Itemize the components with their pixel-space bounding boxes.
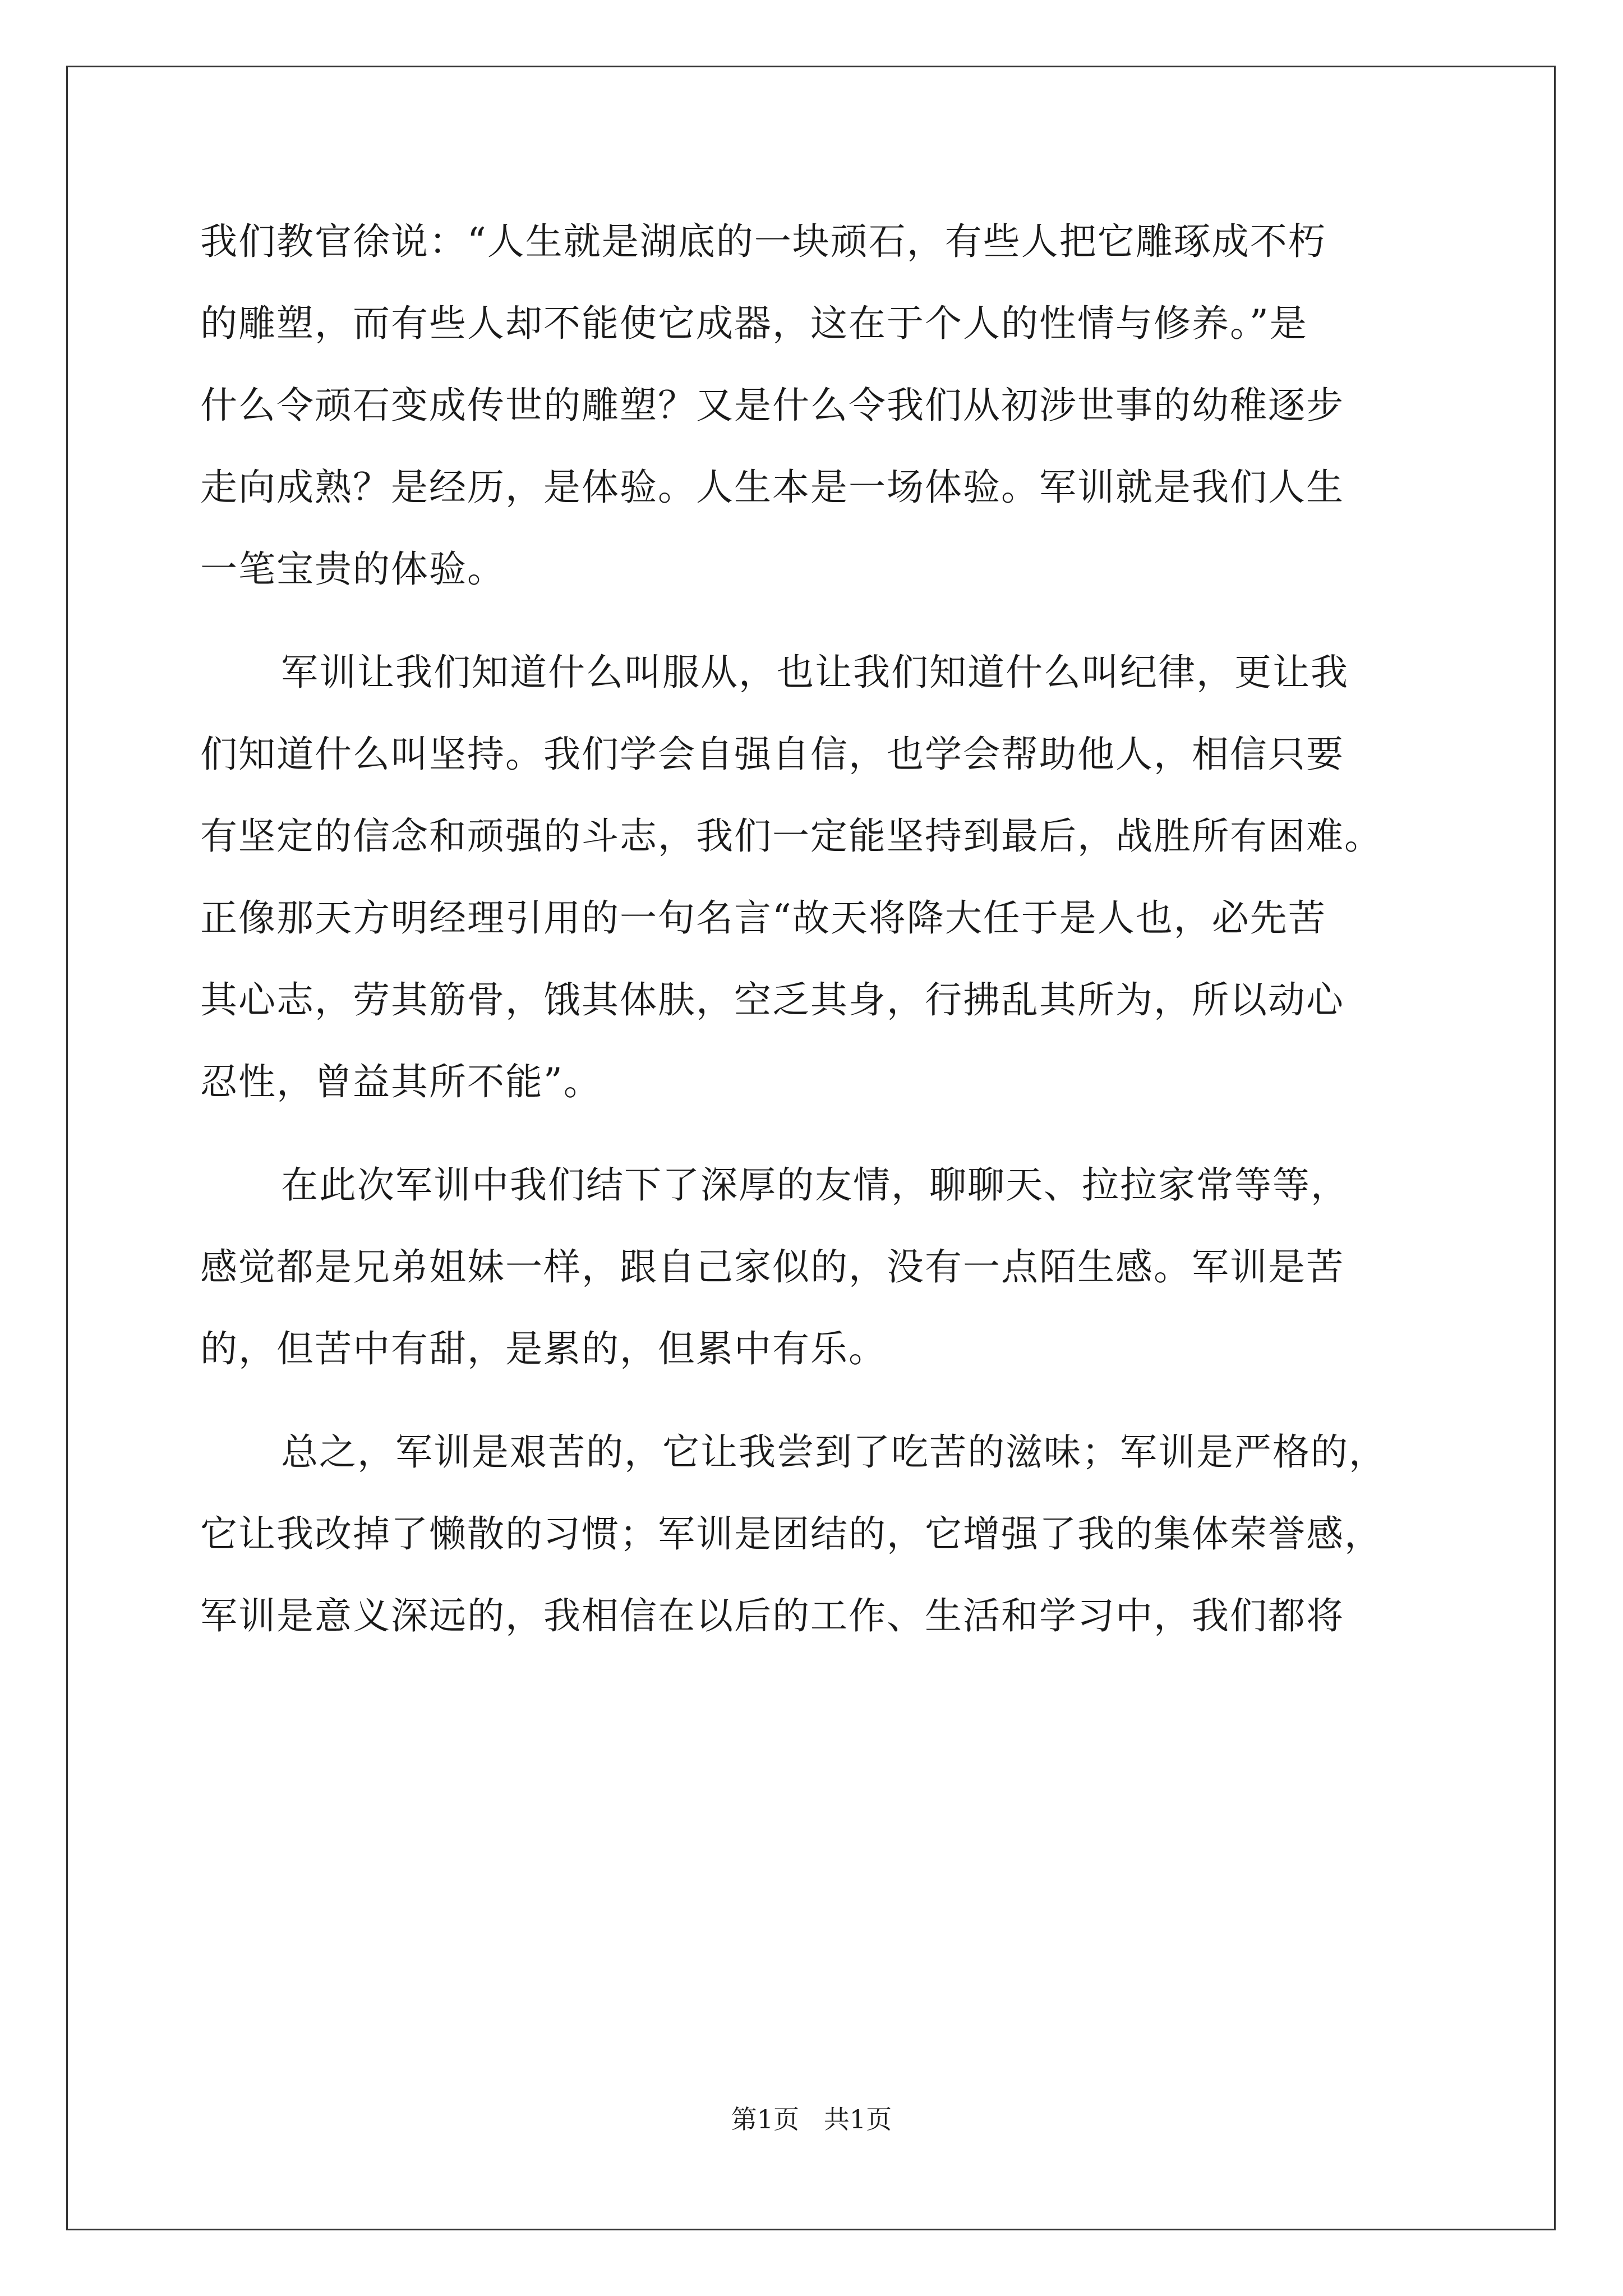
text-line: 有坚定的信念和顽强的斗志，我们一定能坚持到最后，战胜所有困难。 <box>200 815 1382 858</box>
text-line: 其心志，劳其筋骨，饿其体肤，空乏其身，行拂乱其所为，所以动心 <box>200 978 1344 1022</box>
text-line: 的雕塑，而有些人却不能使它成器，这在于个人的性情与修养。”是 <box>200 302 1308 345</box>
paragraph-3 <box>200 1144 1440 1390</box>
text-line: 它让我改掉了懒散的习惯；军训是团结的，它增强了我的集体荣誉感， <box>200 1512 1382 1556</box>
text-line: 一笔宝贵的体验。 <box>200 547 505 591</box>
text-line: 正像那天方明经理引用的一句名言“故天将降大任于是人也，必先苦 <box>200 896 1326 940</box>
text-line: 军训让我们知道什么叫服从，也让我们知道什么叫纪律，更让我 <box>281 651 1349 694</box>
paragraph-1 <box>200 201 1440 610</box>
text-line: 军训是意义深远的，我相信在以后的工作、生活和学习中，我们都将 <box>200 1594 1344 1637</box>
text-line: 走向成熟？是经历，是体验。人生本是一场体验。军训就是我们人生 <box>200 466 1344 509</box>
text-line: 总之，军训是艰苦的，它让我尝到了吃苦的滋味；军训是严格的， <box>281 1430 1387 1474</box>
paragraph-2 <box>200 632 1440 1123</box>
paragraph-4 <box>200 1411 1440 1657</box>
text-line: 我们教官徐说：“人生就是湖底的一块顽石，有些人把它雕琢成不朽 <box>200 220 1326 263</box>
text-line: 们知道什么叫坚持。我们学会自强自信，也学会帮助他人，相信只要 <box>200 733 1344 776</box>
text-line: 忍性，曾益其所不能”。 <box>200 1060 602 1103</box>
text-line: 的，但苦中有甜，是累的，但累中有乐。 <box>200 1327 887 1370</box>
document-body <box>200 201 1440 1657</box>
text-line: 什么令顽石变成传世的雕塑？又是什么令我们从初涉世事的幼稚逐步 <box>200 384 1344 427</box>
page-footer: 第1页 共1页 <box>731 2104 892 2134</box>
text-line: 在此次军训中我们结下了深厚的友情，聊聊天、拉拉家常等等， <box>281 1163 1349 1207</box>
text-line: 感觉都是兄弟姐妹一样，跟自己家似的，没有一点陌生感。军训是苦 <box>200 1245 1344 1289</box>
